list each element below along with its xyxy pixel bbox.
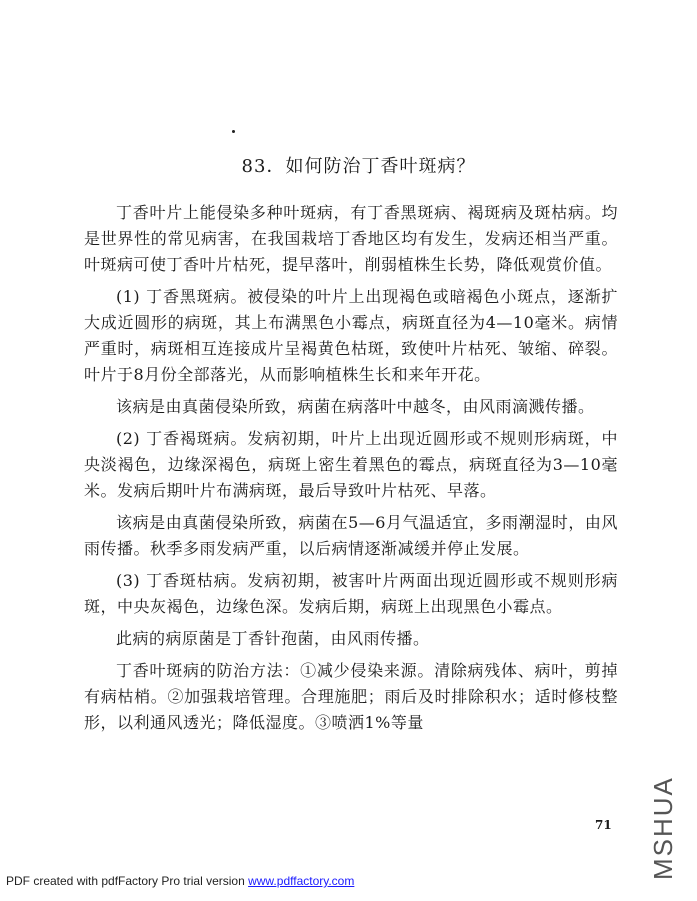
paragraph: 丁香叶斑病的防治方法：①减少侵染来源。清除病残体、病叶，剪掉有病枯梢。②加强栽培管理。合理施肥；雨后及时排除积水；适时修枝整形，以利通风透光；降低湿度。③喷洒1%等量 xyxy=(84,661,618,732)
paragraph: (2) 丁香褐斑病。发病初期，叶片上出现近圆形或不规则形病斑，中央淡褐色，边缘深褐色，病斑上密生着黑色的霉点，病斑直径为3—10毫米。发病后期叶片布满病斑，最后导致叶片枯死、早落。 xyxy=(84,429,618,500)
paragraph: 该病是由真菌侵染所致，病菌在5—6月气温适宜，多雨潮湿时，由风雨传播。秋季多雨发病严重，以后病情逐渐减缓并停止发展。 xyxy=(84,513,618,558)
footer-text: PDF created with pdfFactory Pro trial version xyxy=(6,874,249,888)
page-title: 83．如何防治丁香叶斑病？ xyxy=(241,156,476,177)
paragraph: 该病是由真菌侵染所致，病菌在病落叶中越冬，由风雨滴溅传播。 xyxy=(116,397,595,416)
watermark: MSHUA xyxy=(648,776,678,880)
page-number: 71 xyxy=(595,818,612,832)
paragraph: 丁香叶片上能侵染多种叶斑病，有丁香黑斑病、褐斑病及斑枯病。均是世界性的常见病害，在我国栽培丁香地区均有发生，发病还相当严重。叶斑病可使丁香叶片枯死，提早落叶，削弱植株生长势，降低观赏价值。 xyxy=(84,203,618,274)
paragraph: (1) 丁香黑斑病。被侵染的叶片上出现褐色或暗褐色小斑点，逐渐扩大成近圆形的病斑，其上布满黑色小霉点，病斑直径为4—10毫米。病情严重时，病斑相互连接成片呈褐黄色枯斑，致使叶片枯死、皱缩、碎裂。叶片于8月份全部落光，从而影响植株生长和来年开花。 xyxy=(84,287,618,384)
pdf-footer xyxy=(6,874,354,888)
stray-dot xyxy=(232,130,235,133)
footer-link[interactable]: www.pdffactory.com xyxy=(248,874,355,888)
document-body xyxy=(84,200,618,742)
paragraph: (3) 丁香斑枯病。发病初期，被害叶片两面出现近圆形或不规则形病斑，中央灰褐色，边缘色深。发病后期，病斑上出现黑色小霉点。 xyxy=(84,571,618,616)
paragraph: 此病的病原菌是丁香针孢菌，由风雨传播。 xyxy=(116,629,430,648)
